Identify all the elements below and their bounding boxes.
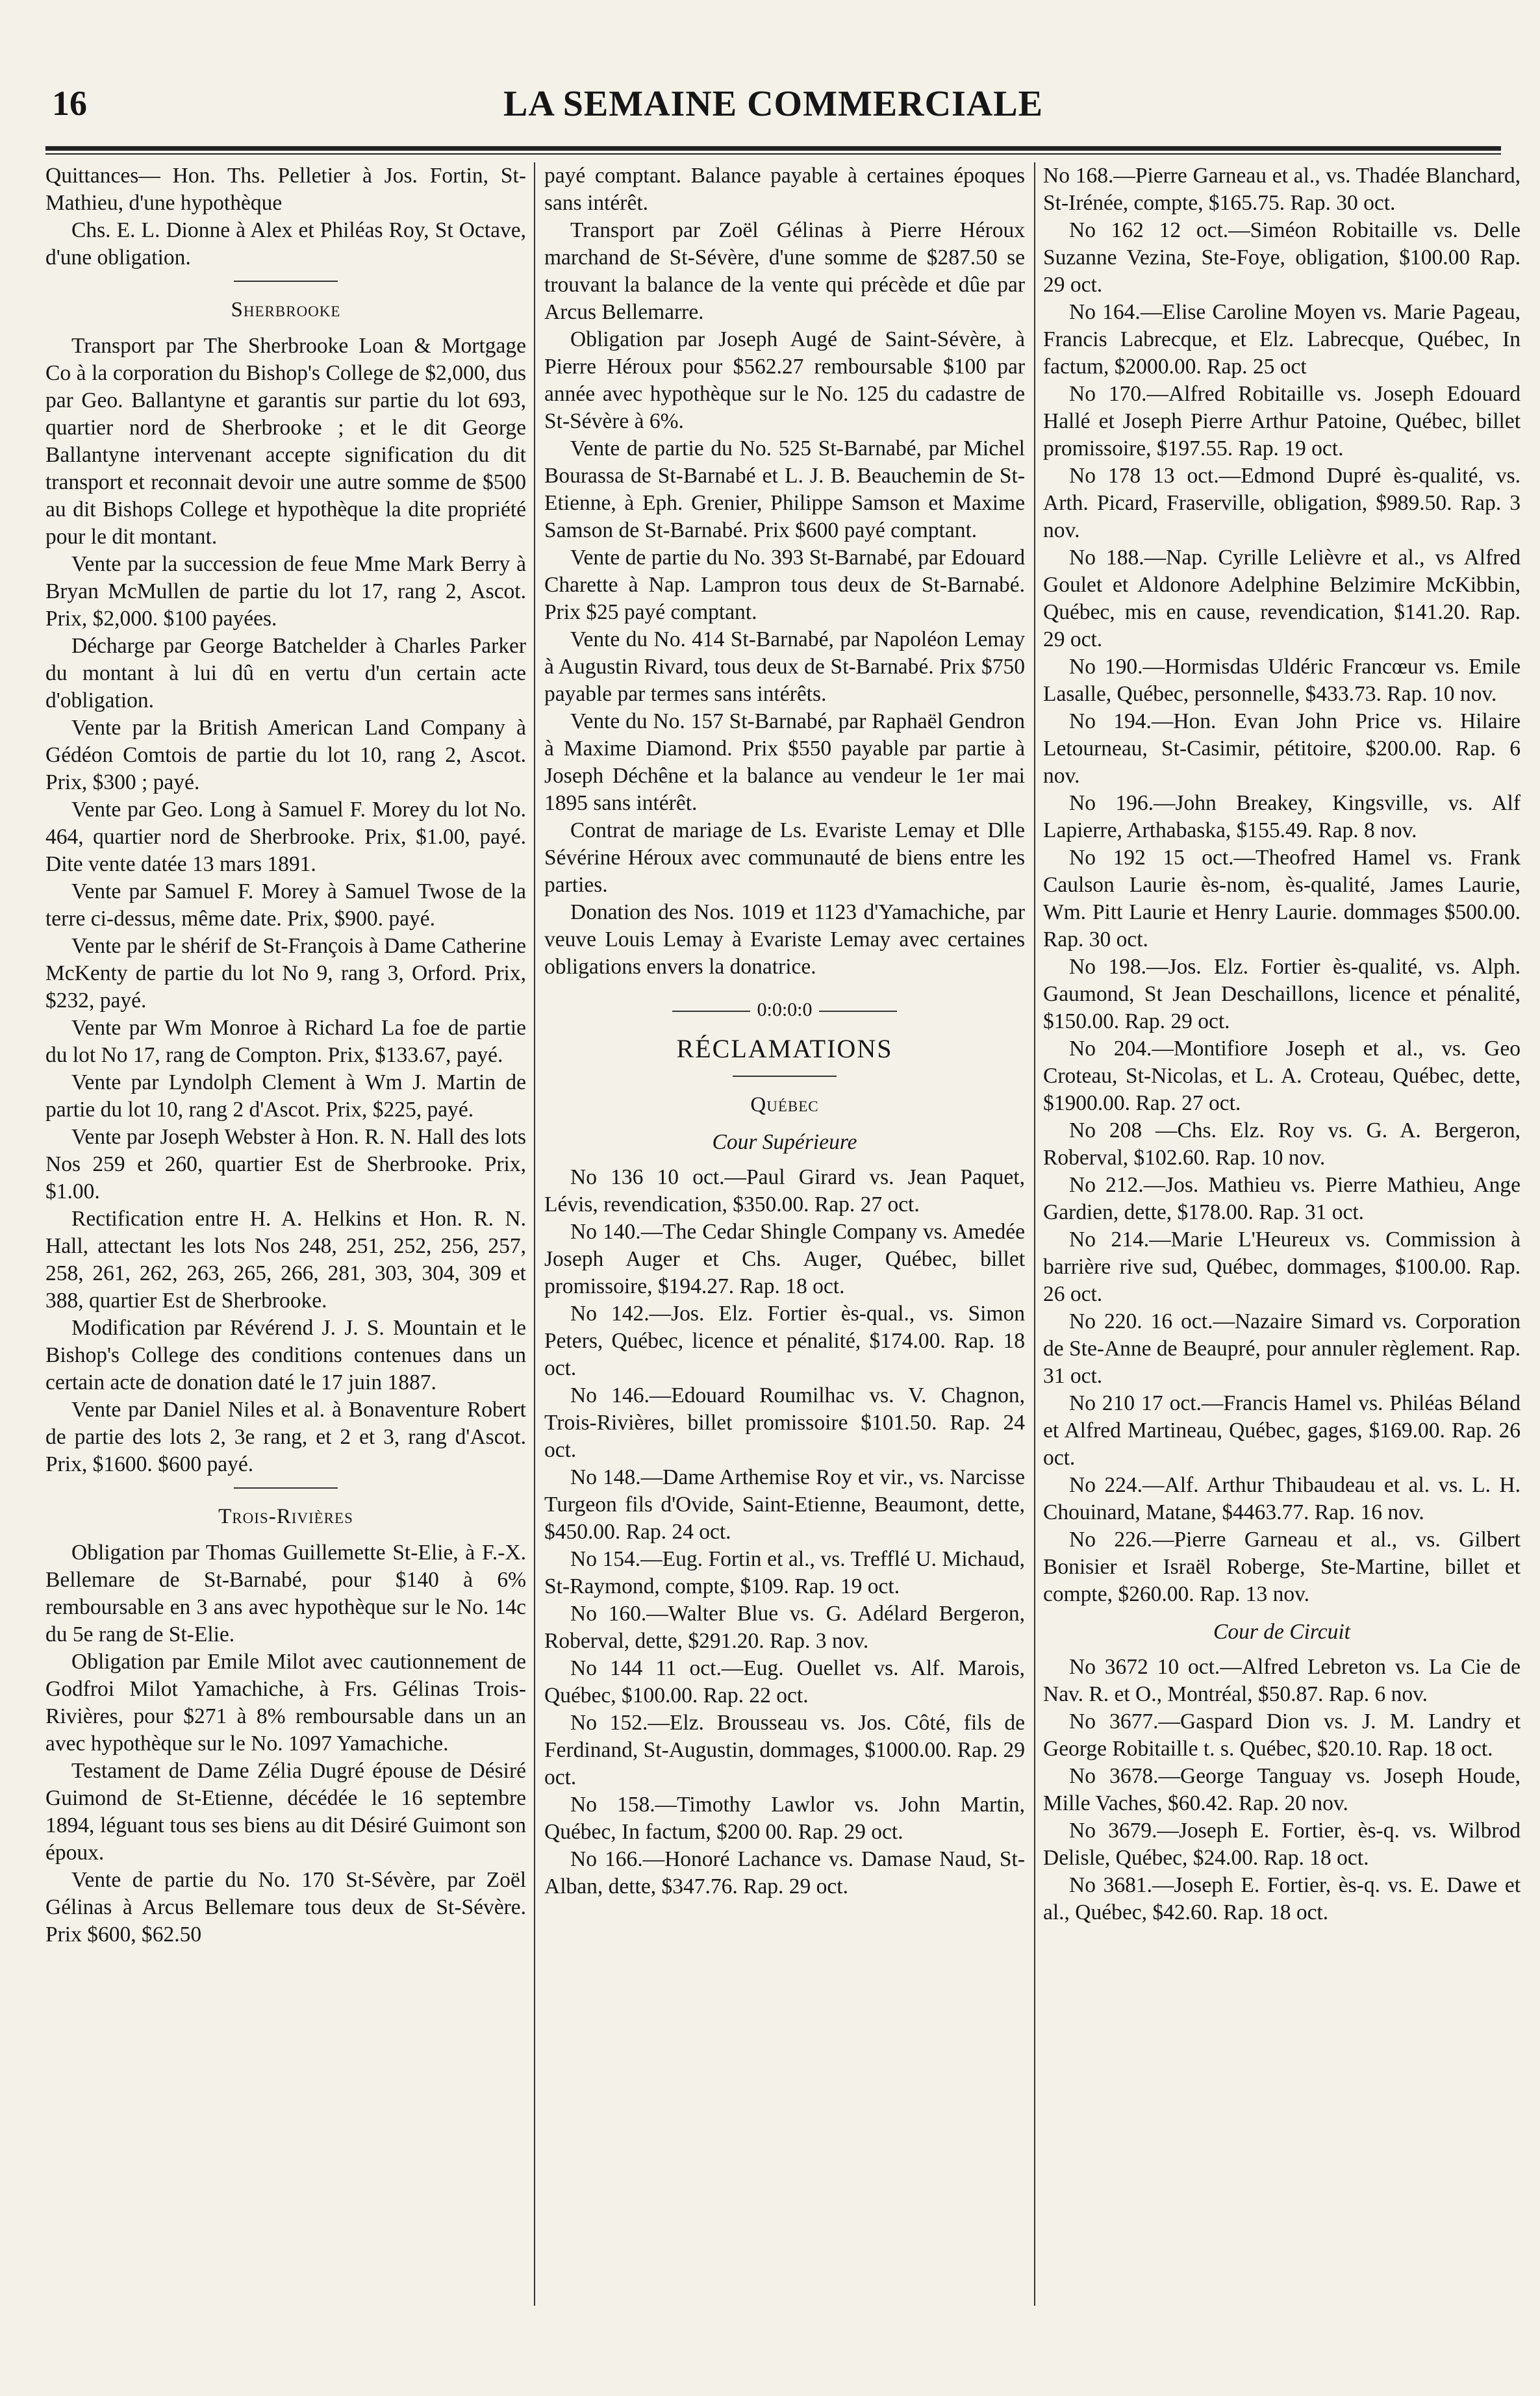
paragraph: Modification par Révérend J. J. S. Mountain et le Bishop's College des conditions contenues dans un certain acte de donation daté le 17 juin 1887. xyxy=(45,1316,526,1394)
paragraph: Vente par Samuel F. Morey à Samuel Twose de la terre ci-dessus, même date. Prix, $900. payé. xyxy=(45,879,526,931)
paragraph: Vente par Daniel Niles et al. à Bonaventure Robert de partie des lots 2, 3e rang, et 2 et 3, rang d'Ascot. Prix, $1600. $600 payé. xyxy=(45,1398,526,1476)
paragraph: No 168.—Pierre Garneau et al., vs. Thadée Blanchard, St-Irénée, compte, $165.75. Rap. 30 oct. xyxy=(1043,164,1521,215)
separator-line xyxy=(819,1011,897,1012)
paragraph: No 204.—Montifiore Joseph et al., vs. Geo Croteau, St-Nicolas, et L. A. Croteau, Québec, dette, $1900.00. Rap. 27 oct. xyxy=(1043,1037,1521,1115)
paragraph: payé comptant. Balance payable à certaines époques sans intérêt. xyxy=(544,164,1025,215)
paragraph: Vente par la succession de feue Mme Mark Berry à Bryan McMullen de partie du lot 17, rang 2, Ascot. Prix, $2,000. $100 payées. xyxy=(45,552,526,631)
paragraph: No 164.—Elise Caroline Moyen vs. Marie Pageau, Francis Labrecque, et Elz. Labrecque, Québec, In factum, $2000.00. Rap. 25 oct xyxy=(1043,300,1521,379)
header-rule xyxy=(45,146,1501,151)
paragraph: Rectification entre H. A. Helkins et Hon. R. N. Hall, attectant les lots Nos 248, 251, 252, 256, 257, 258, 261, 262, 263, 265, 266, 281, 303, 304, 309 et 388, quartier Est de Sherbrooke. xyxy=(45,1207,526,1313)
paragraph: Vente du No. 414 St-Barnabé, par Napoléon Lemay à Augustin Rivard, tous deux de St-Barnabé. Prix $750 payable par termes sans intérêts. xyxy=(544,627,1025,706)
paragraph: No 152.—Elz. Brousseau vs. Jos. Côté, fils de Ferdinand, St-Augustin, dommages, $1000.00. Rap. 29 oct. xyxy=(544,1711,1025,1789)
paragraph: No 188.—Nap. Cyrille Lelièvre et al., vs Alfred Goulet et Aldonore Adelphine Belzimire McKibbin, Québec, mis en cause, revendication, $141.20. Rap. 29 oct. xyxy=(1043,546,1521,651)
column-3 xyxy=(1043,162,1521,2306)
page-header xyxy=(45,78,1501,143)
paragraph: No 148.—Dame Arthemise Roy et vir., vs. Narcisse Turgeon fils d'Ovide, Saint-Etienne, Beaumont, dette, $450.00. Rap. 24 oct. xyxy=(544,1465,1025,1544)
paragraph: No 3678.—George Tanguay vs. Joseph Houde, Mille Vaches, $60.42. Rap. 20 nov. xyxy=(1043,1764,1521,1815)
paragraph: No 166.—Honoré Lachance vs. Damase Naud, St-Alban, dette, $347.76. Rap. 29 oct. xyxy=(544,1847,1025,1898)
paragraph: Transport par The Sherbrooke Loan & Mortgage Co à la corporation du Bishop's College de $2,000, dus par Geo. Ballantyne et garantis sur partie du lot 693, quartier nord de Sherbrooke ; et le dit George Ballantyne intervenant accepte signification du dit transport et reconnait devoir une autre somme de $500 au dit Bishops College et hypothèque la dite propriété pour le dit montant. xyxy=(45,334,526,549)
paragraph: No 220. 16 oct.—Nazaire Simard vs. Corporation de Ste-Anne de Beaupré, pour annuler règlement. Rap. 31 oct. xyxy=(1043,1309,1521,1388)
header-rule-thin xyxy=(45,153,1501,155)
paragraph: Vente par Geo. Long à Samuel F. Morey du lot No. 464, quartier nord de Sherbrooke. Prix, $1.00, payé. Dite vente datée 13 mars 1891. xyxy=(45,798,526,876)
paragraph: Obligation par Thomas Guillemette St-Elie, à F.-X. Bellemare de St-Barnabé, pour $140 à 6% remboursable en 3 ans avec hypothèque sur le No. 14c du 5e rang de St-Elie. xyxy=(45,1541,526,1646)
paragraph: No 158.—Timothy Lawlor vs. John Martin, Québec, In factum, $200 00. Rap. 29 oct. xyxy=(544,1793,1025,1844)
paragraph: Vente de partie du No. 525 St-Barnabé, par Michel Bourassa de St-Barnabé et L. J. B. Beauchemin de St-Etienne, à Eph. Grenier, Philippe Samson et Maxime Samson de St-Barnabé. Prix $600 payé comptant. xyxy=(544,436,1025,542)
section-heading-sherbrooke: Sherbrooke xyxy=(231,298,341,322)
paragraph: No 198.—Jos. Elz. Fortier ès-qualité, vs. Alph. Gaumond, St Jean Deschaillons, licence et pénalité, $150.00. Rap. 29 oct. xyxy=(1043,955,1521,1033)
paragraph: Vente de partie du No. 393 St-Barnabé, par Edouard Charette à Nap. Lampron tous deux de St-Barnabé. Prix $25 payé comptant. xyxy=(544,546,1025,624)
paragraph: No 192 15 oct.—Theofred Hamel vs. Frank Caulson Laurie ès-nom, ès-qualité, James Laurie, Wm. Pitt Laurie et Henry Laurie. dommages $500.00. Rap. 30 oct. xyxy=(1043,846,1521,952)
court-heading-circuit: Cour de Circuit xyxy=(1213,1620,1350,1644)
paragraph: Vente de partie du No. 170 St-Sévère, par Zoël Gélinas à Arcus Bellemare tous deux de St-Sévère. Prix $600, $62.50 xyxy=(45,1868,526,1947)
paragraph: Vente par le shérif de St-François à Dame Catherine McKenty de partie du lot No 9, rang 3, Orford. Prix, $232, payé. xyxy=(45,934,526,1013)
paragraph: No 214.—Marie L'Heureux vs. Commission à barrière rive sud, Québec, dommages, $100.00. Rap. 26 oct. xyxy=(1043,1228,1521,1306)
paragraph: No 224.—Alf. Arthur Thibaudeau et al. vs. L. H. Chouinard, Matane, $4463.77. Rap. 16 nov. xyxy=(1043,1473,1521,1524)
paragraph: No 162 12 oct.—Siméon Robitaille vs. Delle Suzanne Vezina, Ste-Foye, obligation, $100.00 Rap. 29 oct. xyxy=(1043,218,1521,297)
separator-text: 0:0:0:0 xyxy=(757,999,813,1020)
paragraph: No 160.—Walter Blue vs. G. Adélard Bergeron, Roberval, dette, $291.20. Rap. 3 nov. xyxy=(544,1602,1025,1653)
paragraph: Testament de Dame Zélia Dugré épouse de Désiré Guimond de St-Etienne, décédée le 16 septembre 1894, léguant tous ses biens au dit Désiré Guimont son époux. xyxy=(45,1759,526,1865)
paragraph: No 136 10 oct.—Paul Girard vs. Jean Paquet, Lévis, revendication, $350.00. Rap. 27 oct. xyxy=(544,1165,1025,1217)
paragraph: No 140.—The Cedar Shingle Company vs. Amedée Joseph Auger et Chs. Auger, Québec, billet promissoire, $194.27. Rap. 18 oct. xyxy=(544,1220,1025,1298)
page-number: 16 xyxy=(52,84,87,123)
separator-line xyxy=(672,1011,750,1012)
paragraph: Vente du No. 157 St-Barnabé, par Raphaël Gendron à Maxime Diamond. Prix $550 payable par partie à Joseph Déchêne et la balance au vendeur le 1er mai 1895 sans intérêt. xyxy=(544,709,1025,815)
paragraph: Obligation par Emile Milot avec cautionnement de Godfroi Milot Yamachiche, à Frs. Gélinas Trois-Rivières, pour $271 à 8% remboursable dans un an avec hypothèque sur le No. 1097 Yamachiche. xyxy=(45,1650,526,1756)
column-divider xyxy=(1034,162,1035,2306)
paragraph: No 226.—Pierre Garneau et al., vs. Gilbert Bonisier et Israël Roberge, Ste-Martine, billet et compte, $260.00. Rap. 13 nov. xyxy=(1043,1528,1521,1606)
paragraph: No 170.—Alfred Robitaille vs. Joseph Edouard Hallé et Joseph Pierre Arthur Patoine, Québec, billet promissoire, $197.55. Rap. 19 oct. xyxy=(1043,382,1521,460)
column-divider xyxy=(534,162,535,2306)
paragraph: Vente par Joseph Webster à Hon. R. N. Hall des lots Nos 259 et 260, quartier Est de Sherbrooke. Prix, $1.00. xyxy=(45,1125,526,1204)
paragraph: Contrat de mariage de Ls. Evariste Lemay et Dlle Sévérine Héroux avec communauté de biens entre les parties. xyxy=(544,818,1025,897)
court-heading-superieure: Cour Supérieure xyxy=(712,1130,857,1154)
paragraph: Quittances— Hon. Ths. Pelletier à Jos. Fortin, St-Mathieu, d'une hypothèque xyxy=(45,164,526,215)
paragraph: No 3681.—Joseph E. Fortier, ès-q. vs. E. Dawe et al., Québec, $42.60. Rap. 18 oct. xyxy=(1043,1873,1521,1924)
paper-title: LA SEMAINE COMMERCIALE xyxy=(503,84,1043,124)
paragraph: No 3672 10 oct.—Alfred Lebreton vs. La Cie de Nav. R. et O., Montréal, $50.87. Rap. 6 nov. xyxy=(1043,1655,1521,1706)
paragraph: No 154.—Eug. Fortin et al., vs. Trefflé U. Michaud, St-Raymond, compte, $109. Rap. 19 oct. xyxy=(544,1547,1025,1598)
paragraph: Vente par Lyndolph Clement à Wm J. Martin de partie du lot 10, rang 2 d'Ascot. Prix, $225, payé. xyxy=(45,1070,526,1122)
paragraph: Donation des Nos. 1019 et 1123 d'Yamachiche, par veuve Louis Lemay à Evariste Lemay avec certaines obligations envers la donatrice. xyxy=(544,900,1025,979)
section-heading-quebec: Québec xyxy=(750,1093,819,1116)
paragraph: Transport par Zoël Gélinas à Pierre Héroux marchand de St-Sévère, d'une somme de $287.50 se trouvant la balance de la vente qui précède et dûe par Arcus Bellemarre. xyxy=(544,218,1025,324)
paragraph: No 212.—Jos. Mathieu vs. Pierre Mathieu, Ange Gardien, dette, $178.00. Rap. 31 oct. xyxy=(1043,1173,1521,1224)
paragraph: No 210 17 oct.—Francis Hamel vs. Philéas Béland et Alfred Martineau, Québec, gages, $169.00. Rap. 26 oct. xyxy=(1043,1391,1521,1470)
ornament-separator xyxy=(544,996,1025,1024)
column-2 xyxy=(544,162,1025,2306)
paragraph: No 3679.—Joseph E. Fortier, ès-q. vs. Wilbrod Delisle, Québec, $24.00. Rap. 18 oct. xyxy=(1043,1819,1521,1870)
paragraph: No 144 11 oct.—Eug. Ouellet vs. Alf. Marois, Québec, $100.00. Rap. 22 oct. xyxy=(544,1656,1025,1708)
paragraph: No 196.—John Breakey, Kingsville, vs. Alf Lapierre, Arthabaska, $155.49. Rap. 8 nov. xyxy=(1043,791,1521,842)
paragraph: Chs. E. L. Dionne à Alex et Philéas Roy, St Octave, d'une obligation. xyxy=(45,218,526,270)
reclamations-heading: RÉCLAMATIONS xyxy=(676,1034,893,1063)
paragraph: Vente par Wm Monroe à Richard La foe de partie du lot No 17, rang de Compton. Prix, $133.67, payé. xyxy=(45,1016,526,1067)
paragraph: No 146.—Edouard Roumilhac vs. V. Chagnon, Trois-Rivières, billet promissoire $101.50. Rap. 24 oct. xyxy=(544,1383,1025,1462)
paragraph: No 142.—Jos. Elz. Fortier ès-qual., vs. Simon Peters, Québec, licence et pénalité, $174.00. Rap. 18 oct. xyxy=(544,1302,1025,1380)
paragraph: Décharge par George Batchelder à Charles Parker du montant à lui dû en vertu d'un certain acte d'obligation. xyxy=(45,634,526,712)
paragraph: No 3677.—Gaspard Dion vs. J. M. Landry et George Robitaille t. s. Québec, $20.10. Rap. 18 oct. xyxy=(1043,1709,1521,1761)
section-heading-trois-rivieres: Trois-Rivières xyxy=(218,1505,353,1528)
paragraph: Obligation par Joseph Augé de Saint-Sévère, à Pierre Héroux pour $562.27 remboursable $100 par année avec hypothèque sur le No. 125 du cadastre de St-Sévère à 6%. xyxy=(544,327,1025,433)
paragraph: No 208 —Chs. Elz. Roy vs. G. A. Bergeron, Roberval, $102.60. Rap. 10 nov. xyxy=(1043,1118,1521,1170)
section-rule xyxy=(733,1076,837,1077)
paragraph: No 190.—Hormisdas Uldéric Francœur vs. Emile Lasalle, Québec, personnelle, $433.73. Rap. 10 nov. xyxy=(1043,655,1521,706)
paragraph: Vente par la British American Land Company à Gédéon Comtois de partie du lot 10, rang 2, Ascot. Prix, $300 ; payé. xyxy=(45,716,526,794)
column-1 xyxy=(45,162,526,2306)
paragraph: No 194.—Hon. Evan John Price vs. Hilaire Letourneau, St-Casimir, pétitoire, $200.00. Rap. 6 nov. xyxy=(1043,709,1521,788)
section-rule xyxy=(234,1487,338,1489)
paragraph: No 178 13 oct.—Edmond Dupré ès-qualité, vs. Arth. Picard, Fraserville, obligation, $989.50. Rap. 3 nov. xyxy=(1043,464,1521,542)
section-rule xyxy=(234,281,338,282)
